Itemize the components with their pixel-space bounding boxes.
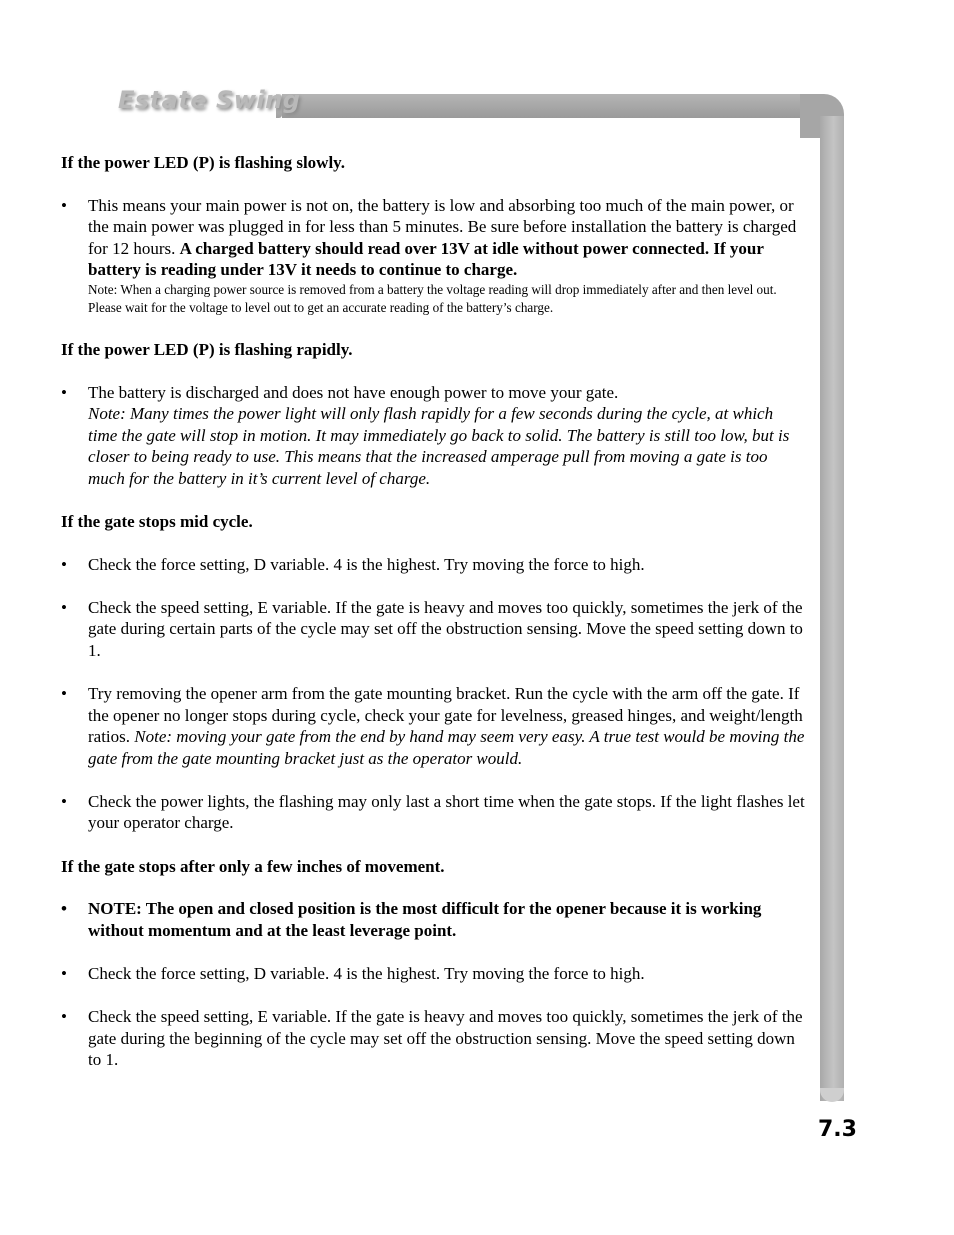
section-heading: If the gate stops mid cycle. [61, 512, 253, 532]
list-item [61, 195, 806, 317]
list-item [61, 683, 806, 769]
list-item [61, 554, 806, 576]
list-item [61, 898, 806, 941]
document-body [61, 152, 806, 1092]
bullet-note: Note: When a charging power source is removed from a battery the voltage reading will drop immediately after and then level out. Please wait for the voltage to level out to get an accurate reading of the battery’s charge. [88, 281, 777, 315]
bullet-text: Check the speed setting, E variable. If the gate is heavy and moves too quickly, sometimes the jerk of the gate during the beginning of the cycle may set off the obstruction sensing. Move the speed setting down to 1. [88, 1006, 803, 1070]
header-band [282, 94, 822, 118]
section-heading: If the power LED (P) is flashing rapidly. [61, 339, 353, 359]
bullet-italic-note: Note: Many times the power light will only flash rapidly for a few seconds during the cycle, at which time the gate will stop in motion. It may immediately go back to solid. The battery is still too low, but is closer to being ready to use. This means that the increased amperage pull from moving a gate is too much for the battery in it’s current level of charge. [88, 404, 790, 488]
bullet-text: Check the force setting, D variable. 4 is the highest. Try moving the force to high. [88, 554, 645, 574]
list-item [61, 382, 806, 490]
list-item [61, 791, 806, 834]
bullet-bold-text: A charged battery should read over 13V at idle without power connected. If your battery is reading under 13V it needs to continue to charge. [88, 238, 764, 280]
section-heading: If the gate stops after only a few inches of movement. [61, 856, 445, 876]
bullet-italic-note: Note: moving your gate from the end by hand may seem very easy. A true test would be moving the gate from the gate mounting bracket just as the operator would. [88, 727, 805, 768]
brand-title: Estate Swing [118, 86, 301, 114]
section-heading: If the power LED (P) is flashing slowly. [61, 153, 345, 172]
bullet-text: The battery is discharged and does not have enough power to move your gate. [88, 382, 619, 402]
bullet-text: Try removing the opener arm from the gate mounting bracket. Run the cycle with the arm off the gate. If the opener no longer stops during cycle, check your gate for levelness, greased hinges, and weight/length ratios. [88, 684, 803, 747]
list-item [61, 1006, 806, 1071]
bullet-text: Check the power lights, the flashing may only last a short time when the gate stops. If the light flashes let your operator charge. [88, 791, 805, 833]
list-item [61, 963, 806, 985]
bullet-text: This means your main power is not on, the battery is low and absorbing too much of the main power, or the main power was plugged in for less than 5 minutes. Be sure before installation the battery is charged for 12 hours. [88, 195, 797, 258]
bullet-bold-text: NOTE: The open and closed position is the most difficult for the opener because it is working without momentum and at the least leverage point. [88, 899, 762, 940]
bullet-text: Check the speed setting, E variable. If the gate is heavy and moves too quickly, sometimes the jerk of the gate during certain parts of the cycle may set off the obstruction sensing. Move the speed setting down to 1. [88, 597, 803, 660]
right-rail [820, 116, 844, 1101]
list-item [61, 597, 806, 662]
bullet-text: Check the force setting, D variable. 4 is the highest. Try moving the force to high. [88, 963, 645, 983]
page-number: 7.3 [818, 1117, 857, 1142]
